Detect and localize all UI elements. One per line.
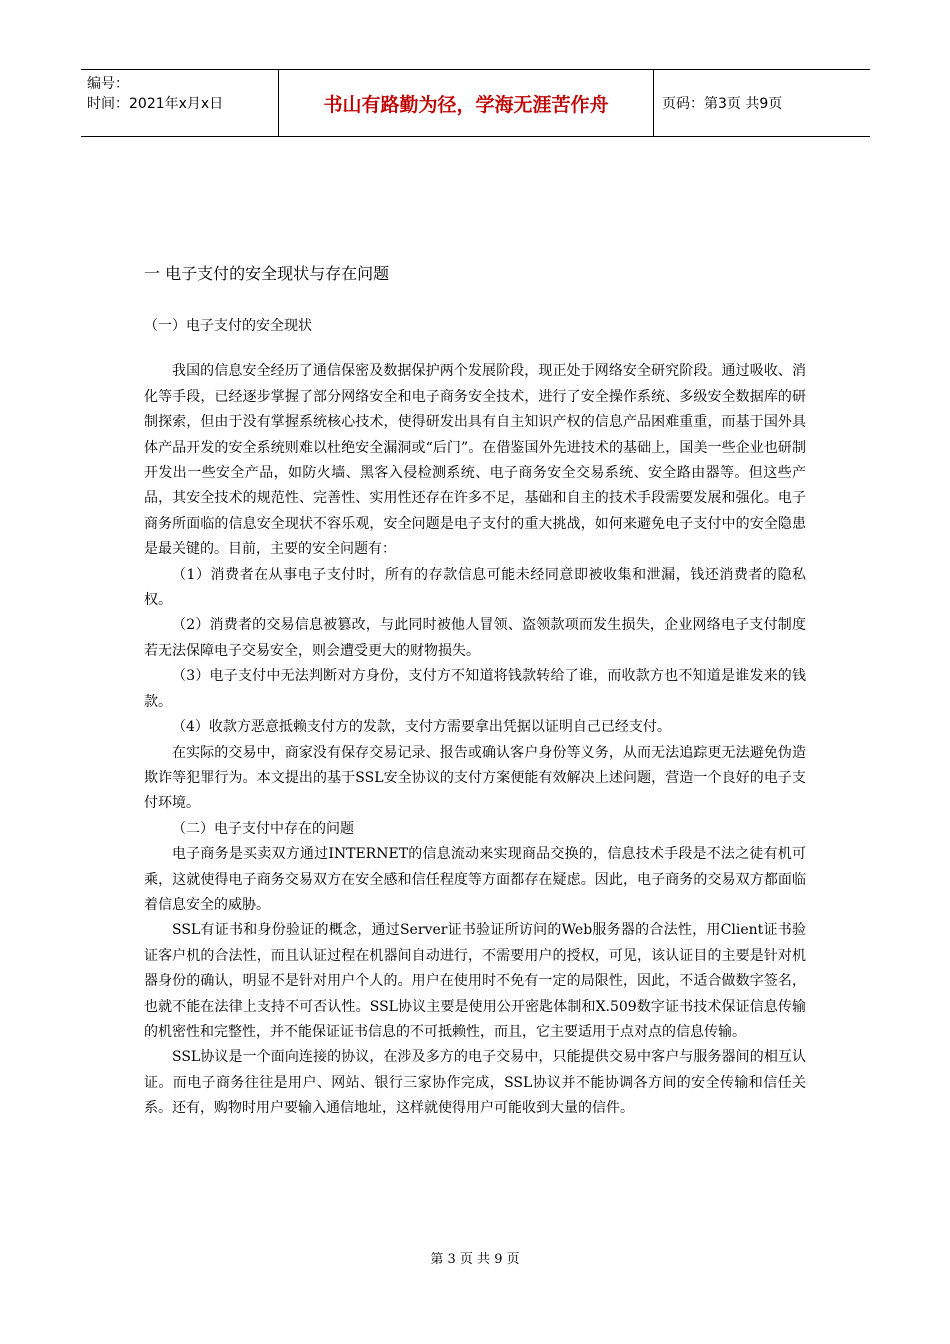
- header-meta: [81, 70, 279, 136]
- paragraph: （3）电子支付中无法判断对方身份，支付方不知道将钱款转给了谁，而收款方也不知道是谁发来的钱款。: [144, 668, 806, 710]
- paragraph: （2）消费者的交易信息被篡改，与此同时被他人冒领、盗领款项而发生损失，企业网络电子支付制度若无法保障电子交易安全，则会遭受更大的财物损失。: [144, 617, 806, 659]
- paragraph: 在实际的交易中，商家没有保存交易记录、报告或确认客户身份等义务，从而无法追踪更无法避免伪造欺诈等犯罪行为。本文提出的基于SSL安全协议的支付方案便能有效解决上述问题，营造一个良好的电子支付环境。: [144, 744, 806, 812]
- subsection-title-1: （一）电子支付的安全现状: [144, 318, 312, 334]
- page-footer: 第 3 页 共 9 页: [430, 1252, 520, 1267]
- document-body: [144, 262, 806, 1122]
- date-label: 时间：2021年x月x日: [87, 96, 224, 112]
- paragraph: 我国的信息安全经历了通信保密及数据保护两个发展阶段，现正处于网络安全研究阶段。通过吸收、消化等手段，已经逐步掌握了部分网络安全和电子商务安全技术，进行了安全操作系统、多级安全数据库的研制探索，但由于没有掌握系统核心技术，使得研发出具有自主知识产权的信息产品困难重重，而基于国外具体产品开发的安全系统则难以杜绝安全漏洞或“后门”。在借鉴国外先进技术的基础上，国美一些企业也研制开发出一些安全产品，如防火墙、黑客入侵检测系统、电子商务安全交易系统、安全路由器等。但这些产品，其安全技术的规范性、完善性、实用性还存在许多不足，基础和自主的技术手段需要发展和强化。电子商务所面临的信息安全现状不容乐观，安全问题是电子支付的重大挑战，如何来避免电子支付中的安全隐患是最关键的。目前，主要的安全问题有：: [144, 363, 806, 558]
- page-header: [81, 69, 870, 137]
- paragraph: 电子商务是买卖双方通过INTERNET的信息流动来实现商品交换的，信息技术手段是不法之徒有机可乘，这就使得电子商务交易双方在安全感和信任程度等方面都存在疑虑。因此，电子商务的交易双方都面临着信息安全的威胁。: [144, 846, 806, 913]
- header-motto: 书山有路勤为径，学海无涯苦作舟: [279, 70, 654, 136]
- subsection-title-2: （二）电子支付中存在的问题: [172, 820, 354, 837]
- number-label: 编号：: [87, 76, 129, 92]
- paragraph: SSL协议是一个面向连接的协议，在涉及多方的电子交易中，只能提供交易中客户与服务器间的相互认证。而电子商务往往是用户、网站、银行三家协作完成，SSL协议并不能协调各方间的安全传输和信任关系。还有，购物时用户要输入通信地址，这样就使得用户可能收到大量的信件。: [144, 1049, 806, 1117]
- paragraph: （1）消费者在从事电子支付时，所有的存款信息可能未经同意即被收集和泄漏，钱还消费者的隐私权。: [144, 566, 806, 609]
- paragraph: （4）收款方恶意抵赖支付方的发款，支付方需要拿出凭据以证明自己已经支付。: [172, 719, 671, 736]
- paragraph: SSL有证书和身份验证的概念，通过Server证书验证所访问的Web服务器的合法性，用Client证书验证客户机的合法性，而且认证过程在机器间自动进行，不需要用户的授权，可见，该认证目的主要是针对机器身份的确认，明显不是针对用户个人的。用户在使用时不免有一定的局限性，因此，不适合做数字签名，也就不能在法律上支持不可否认性。SSL协议主要是使用公开密匙体制和X.509数字证书技术保证信息传输的机密性和完整性，并不能保证证书信息的不可抵赖性，而且，它主要适用于点对点的信息传输。: [144, 922, 806, 1040]
- header-page-label: 页码：第3页 共9页: [662, 96, 783, 112]
- section-title: 一 电子支付的安全现状与存在问题: [144, 264, 390, 283]
